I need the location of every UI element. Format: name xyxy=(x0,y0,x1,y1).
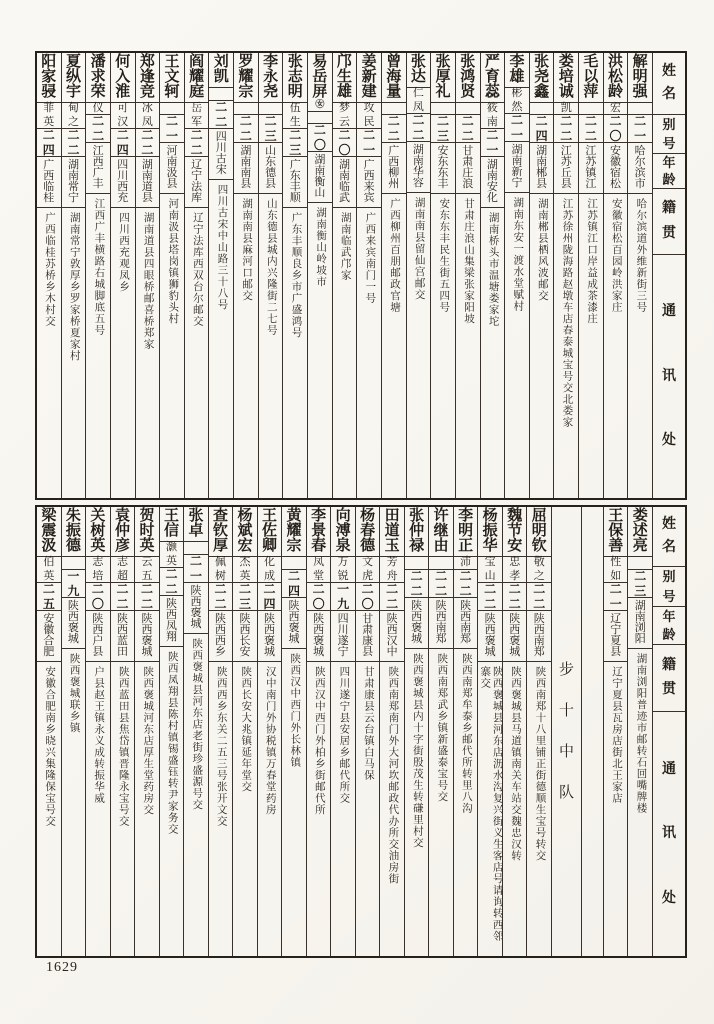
entry-column xyxy=(406,53,431,498)
entry-name: 李 雄 xyxy=(505,53,529,88)
entry-alias: 梦 云 xyxy=(333,103,357,129)
entry-column xyxy=(232,507,257,956)
entry-native: 陕 西 汉 中 xyxy=(380,611,404,662)
entry-column xyxy=(332,53,357,498)
entry-alias: 宏 xyxy=(604,103,628,115)
entry-address: 辽宁夏县瓦房店街北王家店 xyxy=(610,666,622,804)
header-alias: 别 号 xyxy=(653,567,685,607)
entry-alias: 志 培 xyxy=(86,557,110,583)
entry-name: 洪 松 龄 xyxy=(604,53,628,103)
entry-alias: 万 锐 xyxy=(331,557,355,583)
entry-name: 张 卓 xyxy=(184,507,208,542)
entry-address: 陕西褒城县河东店老街珍盛源号交 xyxy=(191,638,203,811)
entry-native: 陕 西 蓝 田 xyxy=(111,611,135,662)
entry-name: 王 佐 卿 xyxy=(258,507,282,557)
entry-age: 二 二 xyxy=(136,129,160,157)
entry-address: 湖南道县四眼桥邮喜桥郑家 xyxy=(142,212,154,350)
entry-age: 二 二 xyxy=(554,115,578,143)
entry-age: 二 二 xyxy=(62,129,86,157)
entry-native: 山 东 德 县 xyxy=(259,143,283,194)
entry-name: 张 厚 礼 xyxy=(431,53,455,103)
entry-age: 二 一 xyxy=(481,129,505,157)
entry-alias: 灏 英 xyxy=(160,542,184,568)
entry-alias: 伯 英 xyxy=(37,557,61,583)
entry-alias: 敬 之 xyxy=(527,557,551,583)
entry-address: 四川西充观凤乡 xyxy=(117,212,129,293)
entry-native: 甘 肃 庄 浪 xyxy=(456,143,480,194)
entry-native: 安 徽 合 肥 xyxy=(37,611,61,662)
entry-age: 二 五 xyxy=(37,583,61,611)
entry-address: 山东德县城内兴隆街二七号 xyxy=(265,198,277,337)
entry-alias: 云 五 xyxy=(135,557,159,583)
entry-native: 湖 南 衡 山 xyxy=(308,152,332,203)
entry-column xyxy=(307,53,332,498)
unit-divider-column xyxy=(551,507,581,956)
entry-age: 二 二 xyxy=(209,583,233,611)
entry-column xyxy=(233,53,258,498)
entry-native: 陕 西 褒 城 xyxy=(62,598,86,649)
entry-address: 湖南桥头市温塘娄家坨 xyxy=(487,212,499,327)
entry-native: 辽 宁 夏 县 xyxy=(604,611,628,662)
entry-column xyxy=(428,507,453,956)
roster-table-bottom xyxy=(35,505,687,958)
entry-address: 江苏徐州陇海路赵墩车店春泰城宝号交北娄家 xyxy=(561,198,573,429)
entry-address: 江苏镇江口岸益成茶漆庄 xyxy=(586,198,598,325)
entry-address: 陕西褒城县河东店沥水沟复兴街义生客店号请询转西邻寨交 xyxy=(479,666,503,942)
entry-address: 广西来宾南门一号 xyxy=(364,212,376,304)
entry-address: 陕西南郑十八里铺正街德顺生宝号转交 xyxy=(534,666,546,862)
entry-age: 二 四 xyxy=(530,115,554,143)
entry-age: 二 〇 xyxy=(308,124,332,152)
entry-address: 湖南常宁敦厚乡罗家桥夏家村 xyxy=(68,212,80,362)
entry-age: 二 二 xyxy=(160,568,184,596)
entry-column xyxy=(183,507,208,956)
entry-age: 二 一 xyxy=(604,583,628,611)
entry-name: 刘 凯 xyxy=(209,53,233,88)
entry-column xyxy=(159,507,184,956)
entry-age: 二 四 xyxy=(258,583,282,611)
entry-native: 陕 西 褒 城 xyxy=(184,583,208,634)
entry-age: 二 一 xyxy=(184,555,208,583)
entry-name: 李 明 正 xyxy=(454,507,478,557)
entry-name: 娄 述 亮 xyxy=(628,507,652,557)
entry-name: 田 道 玉 xyxy=(380,507,404,557)
entry-native: 湖 南 安 化 xyxy=(481,157,505,208)
entry-column xyxy=(208,53,233,498)
entry-address: 广东丰顺良乡市广盛鸿号 xyxy=(290,212,302,339)
entry-age: 二 二 xyxy=(86,115,110,143)
entry-name: 贺 时 英 xyxy=(135,507,159,557)
entry-native: 湖 南 华 容 xyxy=(407,142,431,193)
entry-address: 陕西南郑武乡镇新盛泰宝号交 xyxy=(436,652,448,803)
roster-table-top xyxy=(35,51,687,500)
entry-alias: 岳 军 xyxy=(185,103,209,129)
entry-name: 阳 家 骎 xyxy=(37,53,61,103)
entry-native: 湖 南 临 武 xyxy=(333,157,357,208)
entry-age: 二 一 xyxy=(160,115,184,143)
entry-alias: 攻 民 xyxy=(357,103,381,129)
entry-age: 二 二 xyxy=(185,129,209,157)
entry-name: 查 钦 厚 xyxy=(209,507,233,557)
entry-name: 王 信 xyxy=(160,507,184,542)
entry-name: 屈 明 钦 xyxy=(527,507,551,557)
entry-alias: 凯 xyxy=(554,103,578,115)
entry-alias xyxy=(628,557,652,570)
entry-name: 向 溥 泉 xyxy=(331,507,355,557)
entry-age: 二 二 xyxy=(429,570,453,598)
entry-age: 二 三 xyxy=(259,115,283,143)
entry-age: 二 二 xyxy=(456,115,480,143)
entry-name: 朱 振 德 xyxy=(62,507,86,557)
entry-native: 广 西 柳 州 xyxy=(382,143,406,194)
entry-column xyxy=(85,53,110,498)
entry-native: 陕 西 户 县 xyxy=(86,611,110,662)
entry-address: 安徽合肥南乡晓兴集隆保宝号交 xyxy=(44,666,56,827)
entry-name: 姜 新 建 xyxy=(357,53,381,103)
entry-name: 郑 逢 竞 xyxy=(136,53,160,103)
entry-name: 王 文 轲 xyxy=(160,53,184,103)
entry-native: 江 苏 镇 江 xyxy=(579,143,603,194)
divider-spacer-column xyxy=(581,507,603,956)
entry-address: 陕西褒城县马道镇南关车站交魏忠汉转 xyxy=(509,666,521,862)
entry-address: 哈尔滨道外维新街三号 xyxy=(635,198,647,314)
header-age: 年 龄 xyxy=(653,154,685,189)
entry-alias: 可 汉 xyxy=(111,103,135,129)
entry-alias: 仪 xyxy=(86,103,110,115)
entry-column xyxy=(477,507,502,956)
entry-alias: 性 如 xyxy=(604,557,628,583)
entry-address: 四川古宋中山路三十八号 xyxy=(216,183,228,311)
entry-address: 江西广丰横路右城脚底五号 xyxy=(93,198,105,337)
entry-column xyxy=(453,507,478,956)
entry-column xyxy=(404,507,429,956)
entry-column xyxy=(330,507,355,956)
entry-column xyxy=(184,53,209,498)
entry-age: 二 二 xyxy=(209,101,233,129)
entry-alias xyxy=(429,557,453,570)
entry-age: 一 九 xyxy=(331,583,355,611)
entry-native: 陕 西 西 乡 xyxy=(209,611,233,662)
entry-name: 李 景 春 xyxy=(307,507,331,557)
entry-alias: 筱 南 xyxy=(481,103,505,129)
entry-age: 二 一 xyxy=(357,129,381,157)
entry-native: 广 东 丰 顺 xyxy=(283,157,307,208)
entry-column xyxy=(258,53,283,498)
entry-column xyxy=(257,507,282,956)
entry-native: 陕 西 褒 城 xyxy=(478,611,502,662)
entry-address: 陕西褒城河东店厚生堂药房交 xyxy=(142,666,154,816)
entry-native: 陕 西 南 郑 xyxy=(429,598,453,649)
entry-age: 二 〇 xyxy=(604,115,628,143)
entry-column xyxy=(381,53,406,498)
header-alias: 别 号 xyxy=(653,115,685,154)
entry-native: 广 西 来 宾 xyxy=(357,157,381,208)
entry-alias xyxy=(405,557,429,570)
entry-native: 江 西 广 丰 xyxy=(86,143,110,194)
entry-native: 陕 西 凤 翔 xyxy=(160,596,184,647)
entry-age: 二 三 xyxy=(431,115,455,143)
entry-address: 湖南临武邝家 xyxy=(339,212,351,281)
entry-column xyxy=(526,507,551,956)
entry-name: 关 树 英 xyxy=(86,507,110,557)
page-number: 1629 xyxy=(46,960,78,975)
entry-native: 哈 尔 滨 市 xyxy=(628,143,652,194)
entry-address: 户县赵王镇永义成转振华威 xyxy=(93,666,105,804)
entry-name: 王 保 善 xyxy=(604,507,628,557)
entry-alias: 文 虎 xyxy=(356,557,380,583)
entry-address: 湖南浏阳普迹市邮转石回嘴牌楼 xyxy=(635,652,647,814)
entry-address: 陕西汉中西门外柏乡街邮代所 xyxy=(313,666,325,816)
entry-address: 湖南南县麻河口邮交 xyxy=(241,198,253,302)
entry-alias: 杰 英 xyxy=(233,557,257,583)
entry-address: 湖南衡山岭坡市 xyxy=(315,206,327,288)
entry-column xyxy=(110,507,135,956)
entry-name: 曾 海 量 xyxy=(382,53,406,103)
entry-name: 杨 斌 宏 xyxy=(233,507,257,557)
entry-column xyxy=(281,507,306,956)
entry-age: 二 四 xyxy=(37,129,61,157)
entry-address: 甘肃康县云台镇白马保 xyxy=(362,666,374,781)
entry-address: 安徽宿松百园岭洪家庄 xyxy=(610,198,622,314)
entry-address: 甘肃庄浪山集梁张家阳坡 xyxy=(462,198,474,325)
entry-name: 阎 耀 庭 xyxy=(185,53,209,103)
entry-address: 广西临桂苏桥乡木村交 xyxy=(44,212,56,327)
entry-native: 安 徽 宿 松 xyxy=(604,143,628,194)
entry-age: 二 二 xyxy=(503,583,527,611)
header-name: 姓 名 xyxy=(653,53,685,115)
entry-column xyxy=(85,507,110,956)
entry-name: 张 尧 鑫 xyxy=(530,53,554,103)
entry-name: 夏 纵 宇 xyxy=(62,53,86,103)
entry-native: 四 川 西 充 xyxy=(111,157,135,208)
entry-name: 黄 耀 宗 xyxy=(282,507,306,557)
entry-alias: 沛 xyxy=(454,557,478,570)
entry-column xyxy=(379,507,404,956)
entry-column xyxy=(355,507,380,956)
header-age: 年 龄 xyxy=(653,607,685,645)
entry-address: 陕西汉中西门外长林镇 xyxy=(289,652,301,768)
header-native: 籍 贯 xyxy=(653,645,685,712)
entry-native: 陕 西 褒 城 xyxy=(258,611,282,662)
entry-name: 潘 求 荣 xyxy=(86,53,110,103)
entry-age: 二 二 xyxy=(407,114,431,142)
entry-age: 二 二 xyxy=(382,115,406,143)
entry-address: 四川遂宁县安居乡邮代所交 xyxy=(338,666,350,804)
entry-alias: 菲 英 xyxy=(37,103,61,129)
entry-address: 陕西凤翔县陈村镇锡盛钰转尹家务交 xyxy=(166,651,178,835)
entry-address: 湖南郴县栖风波邮交 xyxy=(536,198,548,302)
entry-alias: 志 超 xyxy=(111,557,135,583)
entry-column xyxy=(135,53,160,498)
entry-native: 陕 西 褒 城 xyxy=(282,598,306,649)
entry-name: 张 仲 禄 xyxy=(405,507,429,557)
entry-name: 杨 春 德 xyxy=(356,507,380,557)
entry-name: 解 明 强 xyxy=(628,53,652,103)
entry-age: 一 九 xyxy=(62,570,86,598)
female-mark: ㊛ xyxy=(315,99,325,109)
unit-divider-label: 步 十 中 队 xyxy=(558,661,574,801)
entry-column xyxy=(553,53,578,498)
entry-age: 二 二 xyxy=(527,583,551,611)
entry-column xyxy=(455,53,480,498)
entry-address: 陕西褒城联乡镇 xyxy=(68,652,80,734)
entry-name: 何 入 淮 xyxy=(111,53,135,103)
entry-native: 四 川 古 宋 xyxy=(209,129,233,180)
entry-alias xyxy=(184,542,208,555)
entry-native: 四 川 遂 宁 xyxy=(331,611,355,662)
entry-alias: 冰 凤 xyxy=(136,103,160,129)
entry-age: 二 〇 xyxy=(307,583,331,611)
entry-name: 袁 仲 彦 xyxy=(111,507,135,557)
entry-native: 湖 南 常 宁 xyxy=(62,157,86,208)
entry-column xyxy=(627,507,652,956)
entry-address: 陕西南郑南门外大河坎邮政代办所交油房街 xyxy=(387,666,399,885)
entry-native: 陕 西 长 安 xyxy=(233,611,257,662)
entry-address: 辽宁法库西双台尔邮交 xyxy=(191,212,203,327)
entry-address: 陕西褒城县内十字街殷茂生转磏里村交 xyxy=(411,652,423,849)
entry-alias: 凤 堂 xyxy=(307,557,331,583)
entry-age: 二 二 xyxy=(454,570,478,598)
entry-native: 陕 西 南 郑 xyxy=(454,598,478,649)
entry-native: 湖 南 南 县 xyxy=(234,143,258,194)
entry-age: 二 二 xyxy=(380,583,404,611)
entry-column xyxy=(306,507,331,956)
entry-native: 陕 西 褒 城 xyxy=(307,611,331,662)
entry-column xyxy=(502,507,527,956)
entry-alias: 忠 孝 xyxy=(503,557,527,583)
entry-age: 二 〇 xyxy=(333,129,357,157)
entry-alias xyxy=(282,557,306,570)
entry-column xyxy=(282,53,307,498)
entry-native: 湖 南 新 宁 xyxy=(505,142,529,193)
entry-alias: 宝 山 xyxy=(478,557,502,583)
entry-column xyxy=(603,53,628,498)
entry-age: 二 二 xyxy=(478,583,502,611)
entry-age: 二 二 xyxy=(579,115,603,143)
entry-native: 陕 西 褒 城 xyxy=(503,611,527,662)
entry-column xyxy=(627,53,652,498)
entry-age: 二 二 xyxy=(111,583,135,611)
entry-age: 二 四 xyxy=(111,129,135,157)
entry-name: 梁 震 汲 xyxy=(37,507,61,557)
entry-name: 杨 振 华 xyxy=(478,507,502,557)
entry-alias: 仁 凤 xyxy=(407,88,431,114)
entry-column xyxy=(480,53,505,498)
entry-column xyxy=(578,53,603,498)
entry-native: 湖 南 郴 县 xyxy=(530,143,554,194)
entry-column xyxy=(603,507,628,956)
entry-alias: 甸 之 xyxy=(62,103,86,129)
entry-name: 严 育 蕊 xyxy=(481,53,505,103)
entry-age: 二 三 xyxy=(233,583,257,611)
header-column xyxy=(652,53,685,498)
entry-native: 安 东 东 丰 xyxy=(431,143,455,194)
entry-native: 陕 西 褒 城 xyxy=(405,598,429,649)
entry-alias: 佩 树 xyxy=(209,557,233,583)
entry-name: 毛 以 萍 xyxy=(579,53,603,103)
entry-column xyxy=(356,53,381,498)
entry-column xyxy=(529,53,554,498)
entry-column xyxy=(61,507,86,956)
entry-name: 李 永 尧 xyxy=(259,53,283,103)
entry-address: 陕西长安大兆镇延年堂交 xyxy=(240,666,252,793)
entry-name: 娄 培 诚 xyxy=(554,53,578,103)
entry-name: 魏 节 安 xyxy=(503,507,527,557)
entry-column xyxy=(134,507,159,956)
entry-alias xyxy=(62,557,86,570)
entry-name: 邝 生 雄 xyxy=(333,53,357,103)
entry-alias: 化 成 xyxy=(258,557,282,583)
entry-column xyxy=(208,507,233,956)
entry-age: 二 二 xyxy=(405,570,429,598)
entry-native: 辽 宁 法 库 xyxy=(185,157,209,208)
entry-address: 陕西蓝田县焦岱镇晋隆永宝号交 xyxy=(117,666,129,827)
entry-column xyxy=(110,53,135,498)
entry-address: 广西柳州百朋邮政官塘 xyxy=(389,198,401,314)
entry-name: 易 岳 屏 ㊛ xyxy=(308,53,332,112)
entry-native: 甘 肃 康 县 xyxy=(356,611,380,662)
entry-age: 二 二 xyxy=(135,583,159,611)
entry-alias: 芳 舟 xyxy=(380,557,404,583)
entry-age: 二 二 xyxy=(234,115,258,143)
entry-address: 陕西西乡东关二五三号张开文交 xyxy=(215,666,227,827)
entry-address: 陕西南郑牟泰乡邮代所转里八沟 xyxy=(460,652,472,814)
header-column xyxy=(652,507,685,956)
entry-address: 汉中南门外协税镇万春堂药房 xyxy=(264,666,276,816)
entry-address: 安东东丰民生街五四号 xyxy=(438,198,450,314)
entry-native: 江 苏 丘 县 xyxy=(554,143,578,194)
entry-age: 二 一 xyxy=(628,115,652,143)
entry-column xyxy=(37,507,61,956)
entry-age: 二 〇 xyxy=(86,583,110,611)
entry-name: 许 继 由 xyxy=(429,507,453,557)
entry-address: 河南汲县塔岗镇狮豹头村 xyxy=(167,198,179,325)
header-native: 籍 贯 xyxy=(653,189,685,255)
entry-column xyxy=(61,53,86,498)
entry-age: 二 〇 xyxy=(356,583,380,611)
header-name: 姓 名 xyxy=(653,507,685,567)
entry-column xyxy=(504,53,529,498)
header-address: 通 讯 处 xyxy=(662,304,676,448)
entry-address: 湖南东安一渡水堂赋村 xyxy=(512,197,524,312)
entry-address: 湖南南县留仙宫邮交 xyxy=(413,197,425,301)
entry-age: 二 一 xyxy=(505,114,529,142)
entry-native: 广 西 临 桂 xyxy=(37,157,61,208)
entry-column xyxy=(159,53,184,498)
entry-name: 张 志 明 xyxy=(283,53,307,103)
entry-native: 湖 南 浏 阳 xyxy=(628,598,652,649)
entry-column xyxy=(37,53,61,498)
entry-alias xyxy=(209,88,233,101)
entry-alias: 伍 生 xyxy=(283,103,307,129)
entry-name: 罗 耀 宗 xyxy=(234,53,258,103)
entry-age: 二 三 xyxy=(628,570,652,598)
entry-native: 河 南 汲 县 xyxy=(160,143,184,194)
entry-native: 湖 南 道 县 xyxy=(136,157,160,208)
entry-column xyxy=(430,53,455,498)
header-address: 通 讯 处 xyxy=(662,761,676,906)
entry-age: 二 四 xyxy=(282,570,306,598)
entry-age: 二 三 xyxy=(283,129,307,157)
entry-name: 张 鸿 贤 xyxy=(456,53,480,103)
entry-name: 张 达 xyxy=(407,53,431,88)
entry-native: 陕 西 南 郑 xyxy=(527,611,551,662)
entry-alias: 彬 然 xyxy=(505,88,529,114)
entry-native: 陕 西 褒 城 xyxy=(135,611,159,662)
